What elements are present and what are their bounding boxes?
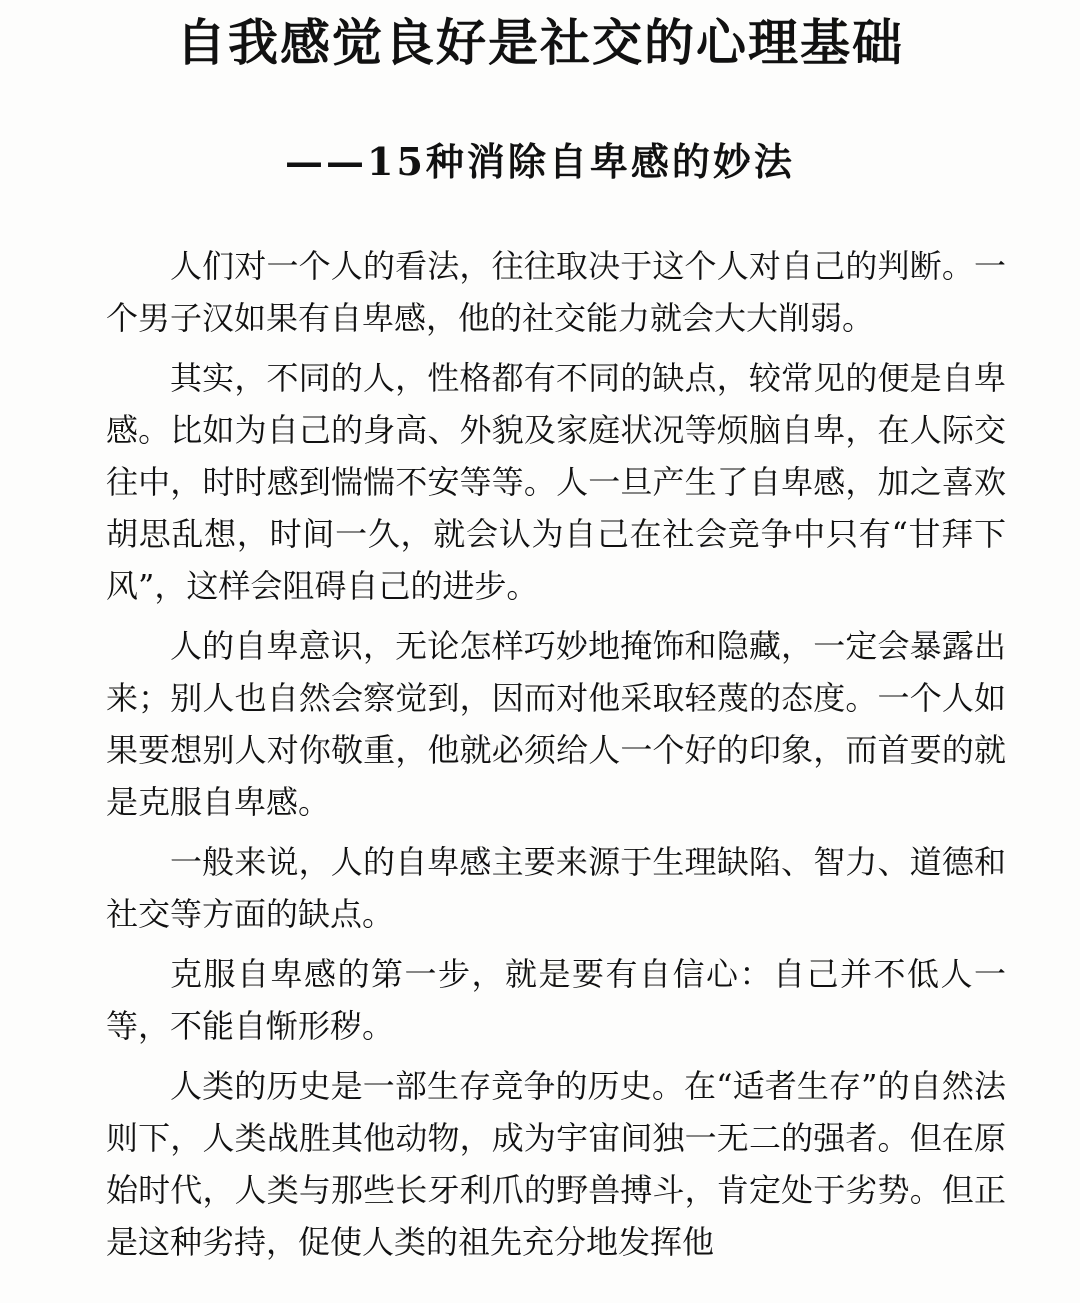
page-title: 自我感觉良好是社交的心理基础 xyxy=(176,14,904,72)
paragraph-6: 人类的历史是一部生存竞争的历史。在“适者生存”的自然法则下，人类战胜其他动物，成为宇宙间独一无二的强者。但在原始时代，人类与那些长牙利爪的野兽搏斗，肯定处于劣势。但正是这种劣持，促使人类的祖先充分地发挥他 xyxy=(106,1067,1006,1261)
paragraph-1: 人们对一个人的看法，往往取决于这个人对自己的判断。一个男子汉如果有自卑感，他的社交能力就会大大削弱。 xyxy=(106,247,1006,337)
article-body xyxy=(106,240,1006,1303)
paragraph-4: 一般来说，人的自卑感主要来源于生理缺陷、智力、道德和社交等方面的缺点。 xyxy=(106,843,1006,933)
paragraph-2: 其实，不同的人，性格都有不同的缺点，较常见的便是自卑感。比如为自己的身高、外貌及家庭状况等烦脑自卑，在人际交往中，时时感到惴惴不安等等。人一旦产生了自卑感，加之喜欢胡思乱想，时间一久，就会认为自己在社会竞争中只有“甘拜下风”，这样会阻碍自己的进步。 xyxy=(106,359,1006,605)
page-subtitle: ——15种消除自卑感的妙法 xyxy=(285,139,795,184)
paragraph-3: 人的自卑意识，无论怎样巧妙地掩饰和隐藏，一定会暴露出来；别人也自然会察觉到，因而对他采取轻蔑的态度。一个人如果要想别人对你敬重，他就必须给人一个好的印象，而首要的就是克服自卑感。 xyxy=(106,627,1006,821)
paragraph-5: 克服自卑感的第一步，就是要有自信心：自己并不低人一等，不能自惭形秽。 xyxy=(106,955,1006,1045)
